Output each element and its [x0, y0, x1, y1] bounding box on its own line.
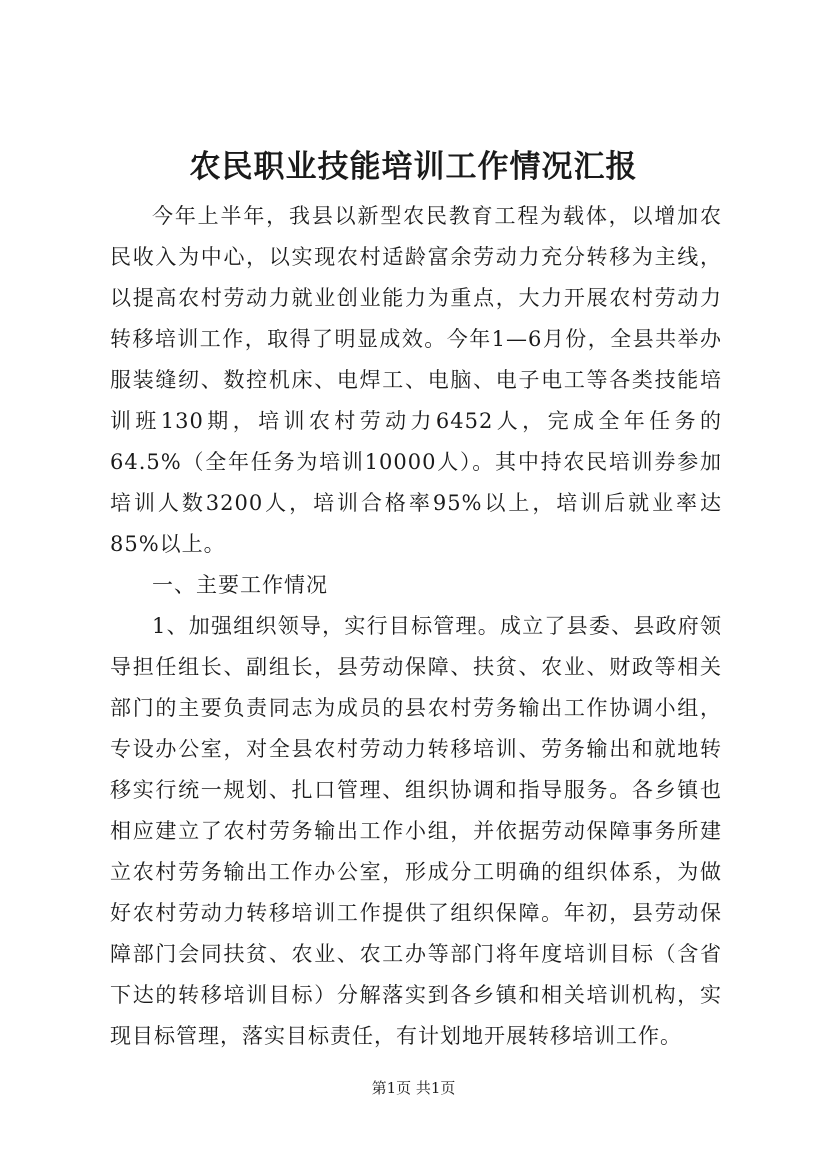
paragraph-intro: 今年上半年，我县以新型农民教育工程为载体，以增加农民收入为中心，以实现农村适龄富余劳动力充分转移为主线，以提高农村劳动力就业创业能力为重点，大力开展农村劳动力转移培训工作，取得了明显成效。今年1—6月份，全县共举办服装缝纫、数控机床、电焊工、电脑、电子电工等各类技能培训班130期，培训农村劳动力6452人，完成全年任务的64.5%（全年任务为培训10000人）。其中持农民培训券参加培训人数3200人，培训合格率95%以上，培训后就业率达85%以上。 — [110, 204, 722, 556]
paragraph-organization: 1、加强组织领导，实行目标管理。成立了县委、县政府领导担任组长、副组长，县劳动保障、扶贫、农业、财政等相关部门的主要负责同志为成员的县农村劳务输出工作协调小组，专设办公室，对全县农村劳动力转移培训、劳务输出和就地转移实行统一规划、扎口管理、组织协调和指导服务。各乡镇也相应建立了农村劳务输出工作小组，并依据劳动保障事务所建立农村劳务输出工作办公室，形成分工明确的组织体系，为做好农村劳动力转移培训工作提供了组织保障。年初，县劳动保障部门会同扶贫、农业、农工办等部门将年度培训目标（含省下达的转移培训目标）分解落实到各乡镇和相关培训机构，实现目标管理，落实目标责任，有计划地开展转移培训工作。 — [110, 614, 722, 1048]
section-heading: 一、主要工作情况 — [152, 573, 328, 597]
page-footer: 第1页 共1页 — [371, 1079, 456, 1097]
document-title: 农民职业技能培训工作情况汇报 — [189, 149, 638, 185]
document-body — [110, 196, 722, 1057]
